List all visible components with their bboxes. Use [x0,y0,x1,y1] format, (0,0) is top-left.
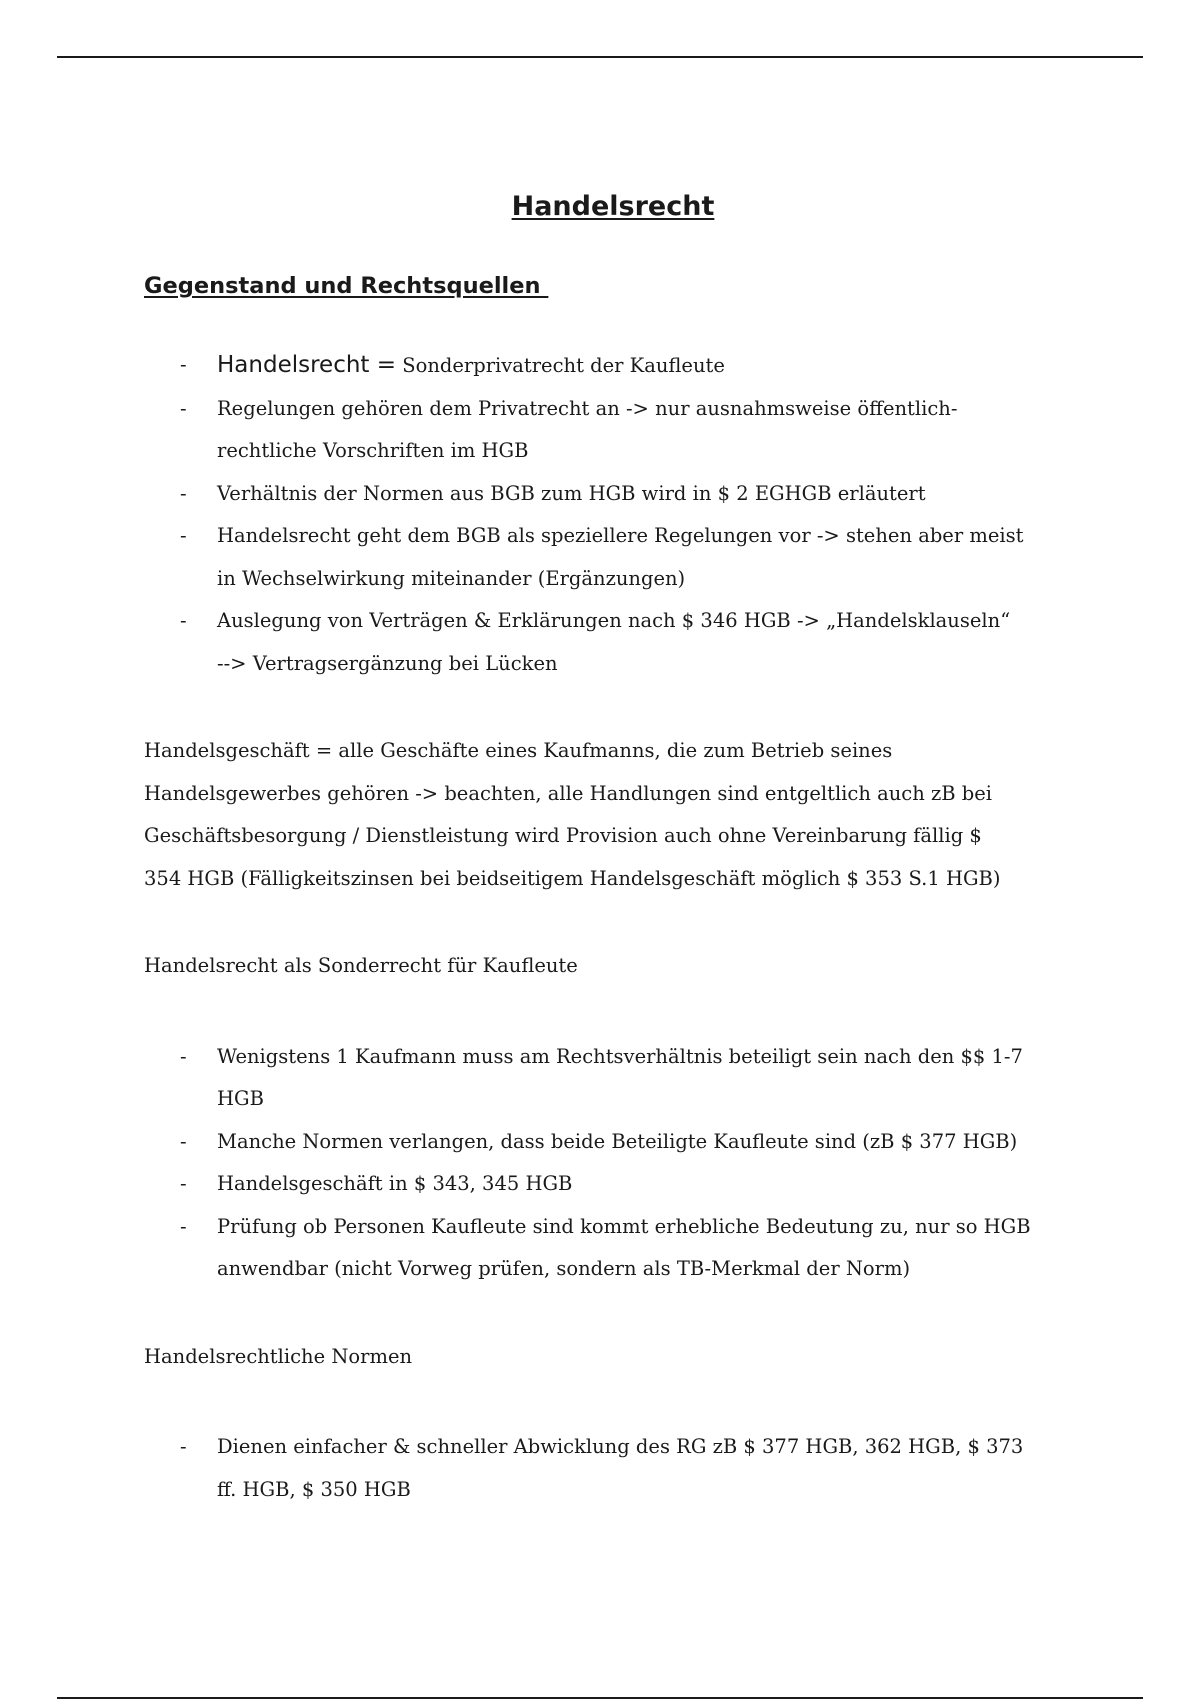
list-item-line: Manche Normen verlangen, dass beide Beteiligte Kaufleute sind (zB $ 377 HGB) [217,1129,1018,1153]
bottom-rule [57,1697,1143,1699]
list-item [144,1206,1064,1291]
list-item-term: Handelsrecht = [217,352,397,378]
list-item-line: Auslegung von Verträgen & Erklärungen nach $ 346 HGB -> „Handelsklauseln“ [217,609,1011,632]
list-item-line: Dienen einfacher & schneller Abwicklung des RG zB $ 377 HGB, 362 HGB, $ 373 [217,1435,1024,1458]
list-item [144,515,1064,600]
bullet-list-norms [144,1426,1064,1511]
list-item-line: rechtliche Vorschriften im HGB [217,439,529,462]
bullet-dash: - [180,609,187,632]
paragraph-line: Geschäftsbesorgung / Dienstleistung wird Provision auch ohne Vereinbarung fällig $ [144,824,982,847]
list-item-line: Wenigstens 1 Kaufmann muss am Rechtsverhältnis beteiligt sein nach den $$ 1-7 [217,1044,1023,1068]
list-item [144,600,1064,685]
list-item-line: Regelungen gehören dem Privatrecht an -> nur ausnahmsweise öffentlich- [217,396,958,420]
paragraph-line: Handelsgeschäft = alle Geschäfte eines Kaufmanns, die zum Betrieb seines [144,739,893,762]
list-item [144,344,1064,388]
list-item-line: Handelsgeschäft in $ 343, 345 HGB [217,1172,573,1195]
list-item [144,473,1064,516]
list-item-line: anwendbar (nicht Vorweg prüfen, sondern als TB-Merkmal der Norm) [217,1257,911,1280]
bullet-dash: - [180,1172,187,1195]
list-item-line: HGB [217,1087,264,1110]
document-title: Handelsrecht [511,191,715,222]
bullet-dash: - [180,1044,187,1068]
list-item-line: Handelsrecht geht dem BGB als speziellere Regelungen vor -> stehen aber meist [217,524,1024,547]
document-body [144,187,1064,1511]
paragraph-line: 354 HGB (Fälligkeitszinsen bei beidseitigem Handelsgeschäft möglich $ 353 S.1 HGB) [144,866,1001,890]
paragraph-sonderrecht: Handelsrecht als Sonderrecht für Kaufleute [144,954,578,977]
list-item-line: Verhältnis der Normen aus BGB zum HGB wird in $ 2 EGHGB erläutert [217,481,926,505]
bullet-list-merchants [144,1036,1064,1291]
list-item-line: --> Vertragsergänzung bei Lücken [217,651,558,675]
top-rule [57,56,1143,58]
bullet-dash: - [180,1435,187,1458]
bullet-dash: - [180,1214,187,1238]
bullet-dash: - [180,396,187,420]
list-item [144,1426,1064,1511]
paragraph-normen: Handelsrechtliche Normen [144,1344,413,1368]
bullet-dash: - [180,1129,187,1153]
paragraph-line: Handelsgewerbes gehören -> beachten, alle Handlungen sind entgeltlich auch zB bei [144,781,993,805]
list-item [144,1163,1064,1206]
bullet-list-legal-sources [144,344,1064,685]
list-item-text: Sonderprivatrecht der Kaufleute [396,354,725,377]
bullet-dash: - [180,524,187,547]
list-item [144,1121,1064,1164]
section-heading: Gegenstand und Rechtsquellen [144,273,549,299]
list-item [144,1036,1064,1121]
list-item-line: in Wechselwirkung miteinander (Ergänzungen) [217,566,686,590]
paragraph-handelsgeschaeft [144,730,1064,900]
list-item-line: Prüfung ob Personen Kaufleute sind kommt erhebliche Bedeutung zu, nur so HGB [217,1214,1031,1238]
list-item-line: ff. HGB, $ 350 HGB [217,1477,411,1501]
bullet-dash: - [180,353,187,376]
list-item [144,388,1064,473]
bullet-dash: - [180,481,187,505]
